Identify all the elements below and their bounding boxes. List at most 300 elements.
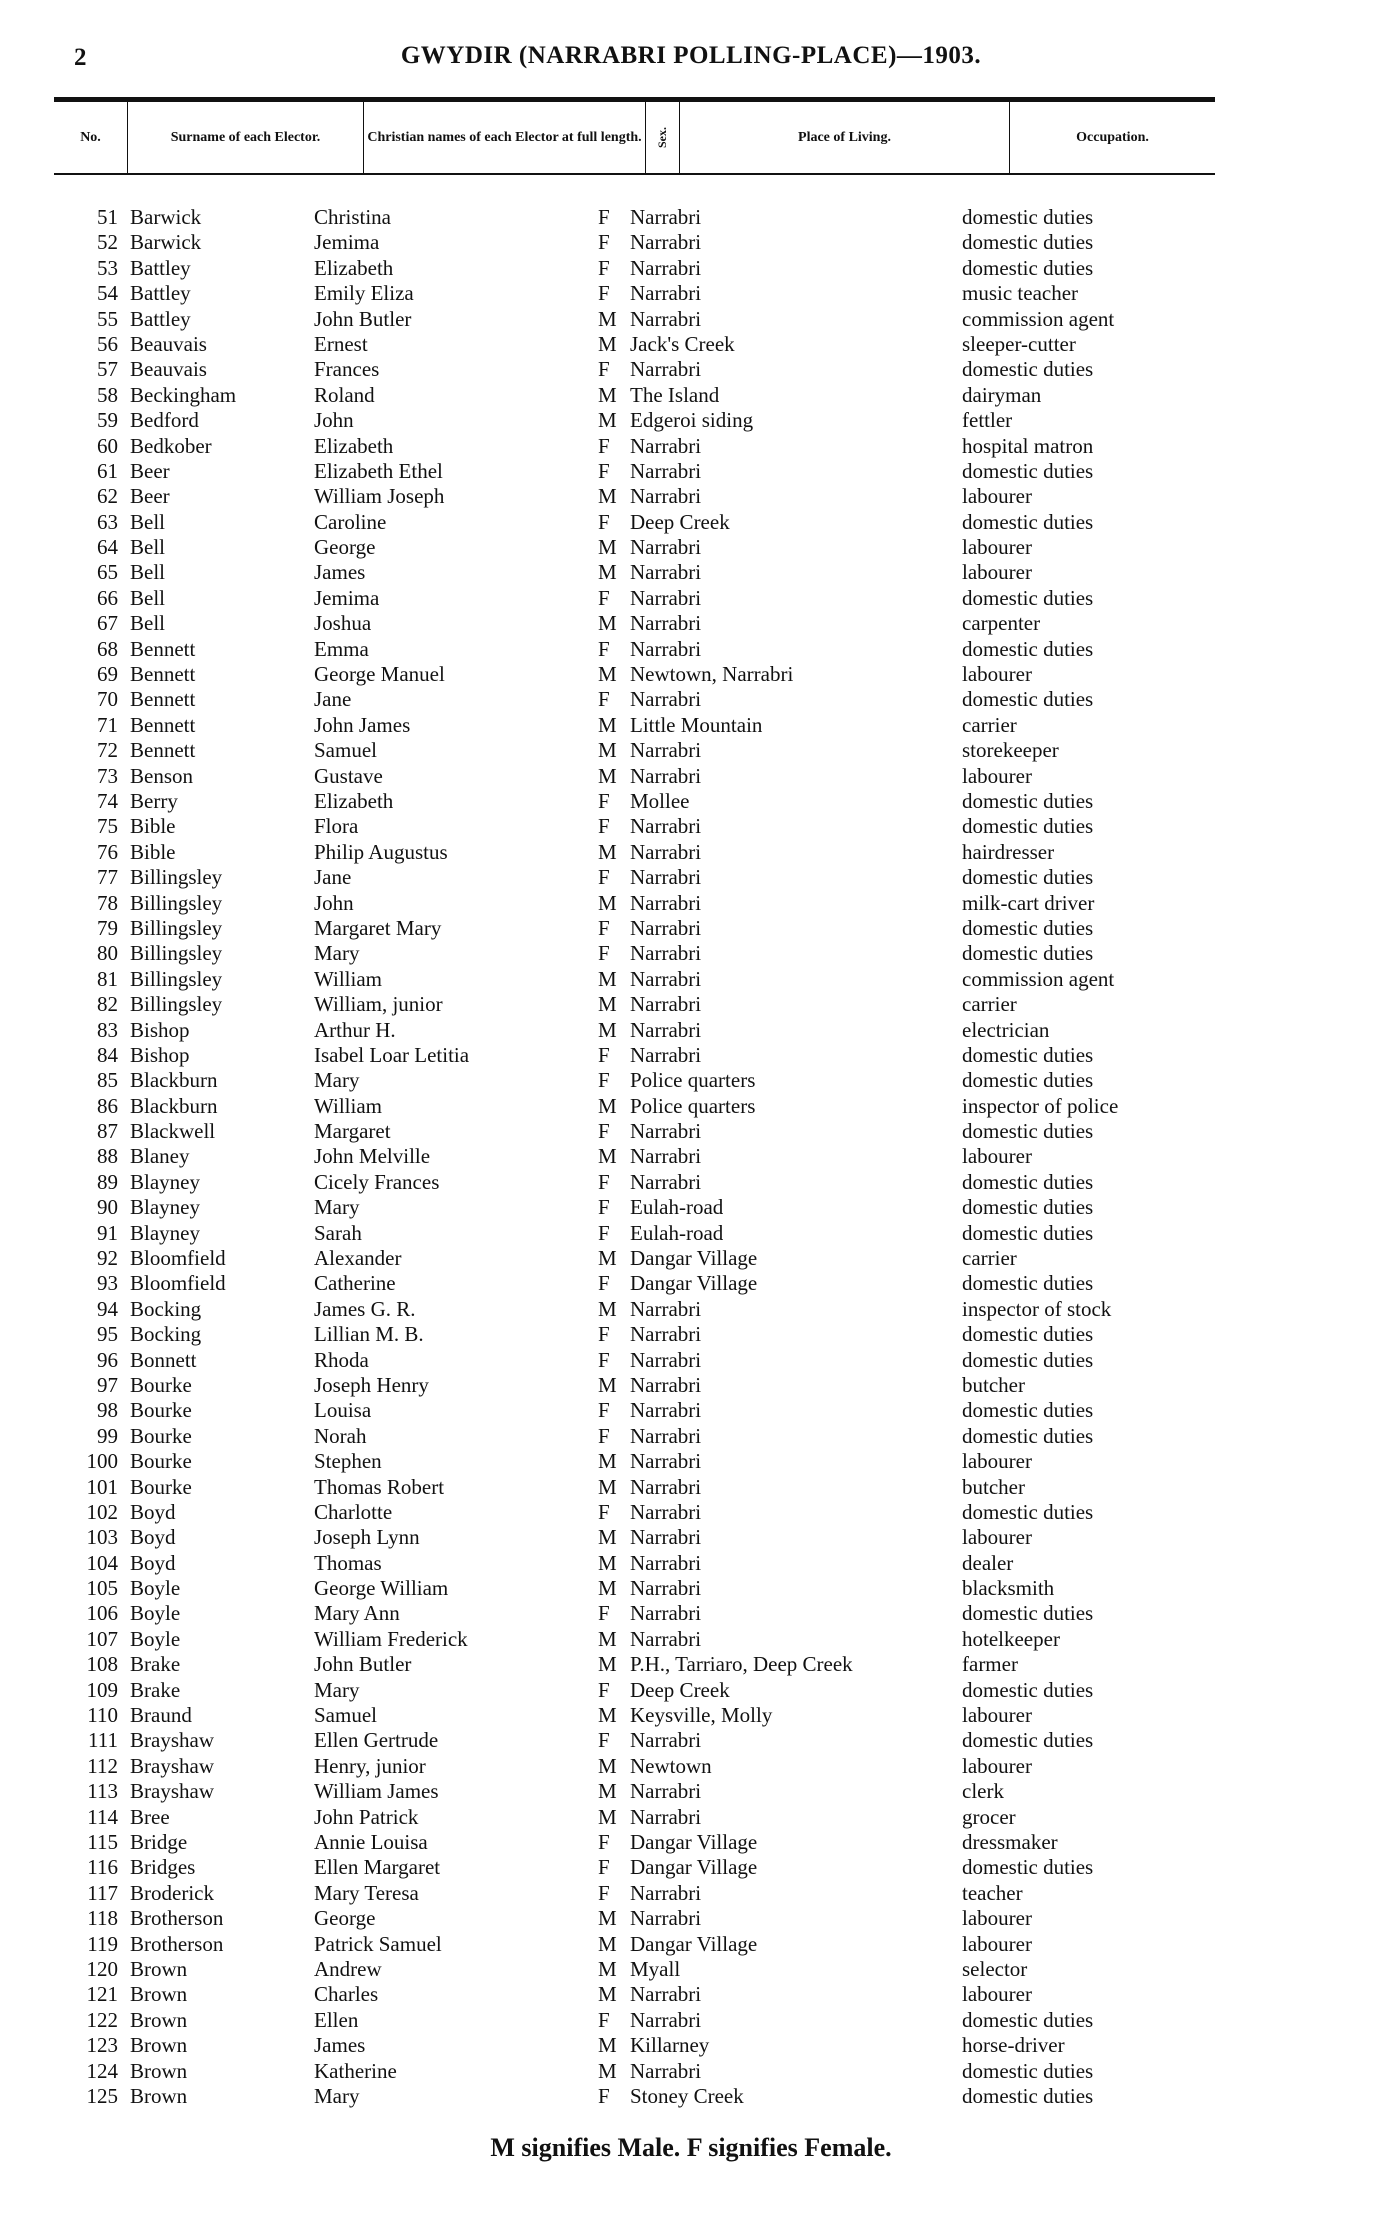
elector-number: 78 <box>97 890 118 915</box>
elector-christian-names: Andrew <box>314 1956 382 1981</box>
elector-number: 99 <box>97 1423 118 1448</box>
elector-christian-names: Elizabeth <box>314 255 394 280</box>
table-row <box>0 1957 1382 1982</box>
elector-sex: M <box>598 331 617 356</box>
elector-number: 118 <box>87 1906 118 1931</box>
elector-surname: Brown <box>130 2083 188 2108</box>
elector-number: 61 <box>97 458 118 483</box>
elector-surname: Brown <box>130 2007 188 2032</box>
elector-surname: Bell <box>130 585 165 610</box>
elector-number: 93 <box>97 1271 118 1296</box>
elector-number: 59 <box>97 408 118 433</box>
elector-number: 101 <box>86 1474 118 1499</box>
elector-sex: M <box>598 1449 617 1474</box>
elector-christian-names: Stephen <box>314 1449 382 1474</box>
elector-place: Narrabri <box>630 357 702 382</box>
elector-number: 102 <box>86 1499 118 1524</box>
elector-number: 56 <box>97 331 118 356</box>
table-row <box>0 764 1382 789</box>
elector-number: 86 <box>97 1093 118 1118</box>
table-row <box>0 1982 1382 2007</box>
elector-occupation: farmer <box>962 1652 1018 1677</box>
elector-sex: M <box>598 484 617 509</box>
elector-place: Narrabri <box>630 839 702 864</box>
elector-occupation: domestic duties <box>962 915 1094 940</box>
elector-place: Narrabri <box>630 205 702 229</box>
elector-place: Narrabri <box>630 1779 702 1804</box>
elector-occupation: domestic duties <box>962 636 1094 661</box>
elector-number: 80 <box>97 941 118 966</box>
header-occupation: Occupation. <box>1076 130 1149 145</box>
elector-number: 97 <box>97 1372 118 1397</box>
elector-occupation: commission agent <box>962 966 1115 991</box>
elector-occupation: domestic duties <box>962 1195 1094 1220</box>
table-row <box>0 1881 1382 1906</box>
elector-surname: Barwick <box>130 230 202 255</box>
elector-place: Narrabri <box>630 1906 702 1931</box>
elector-sex: M <box>598 560 617 585</box>
table-row <box>0 1754 1382 1779</box>
elector-surname: Billingsley <box>130 992 223 1017</box>
elector-occupation: sleeper-cutter <box>962 331 1076 356</box>
elector-number: 107 <box>86 1626 118 1651</box>
elector-place: Dangar Village <box>630 1246 758 1271</box>
elector-sex: F <box>598 2007 610 2032</box>
elector-christian-names: Jemima <box>314 230 380 255</box>
elector-christian-names: Charlotte <box>314 1499 393 1524</box>
elector-sex: F <box>598 281 610 306</box>
table-row <box>0 1424 1382 1449</box>
elector-surname: Braund <box>130 1703 192 1728</box>
elector-surname: Bourke <box>130 1372 192 1397</box>
elector-place: Narrabri <box>630 1804 702 1829</box>
table-row <box>0 687 1382 712</box>
elector-occupation: domestic duties <box>962 1499 1094 1524</box>
elector-christian-names: John Butler <box>314 306 412 331</box>
header-surname: Surname of each Elector. <box>128 102 364 173</box>
elector-occupation: domestic duties <box>962 1322 1094 1347</box>
table-row <box>0 738 1382 763</box>
table-row <box>0 967 1382 992</box>
elector-place: Eulah-road <box>630 1195 724 1220</box>
elector-occupation: domestic duties <box>962 458 1094 483</box>
elector-occupation: teacher <box>962 1880 1023 1905</box>
elector-sex: M <box>598 1246 617 1271</box>
elector-christian-names: Margaret <box>314 1119 391 1144</box>
header-sex <box>646 102 680 173</box>
elector-place: Narrabri <box>630 1576 702 1601</box>
elector-christian-names: Rhoda <box>314 1347 369 1372</box>
elector-sex: M <box>598 1525 617 1550</box>
elector-occupation: blacksmith <box>962 1576 1055 1601</box>
elector-place: Narrabri <box>630 1042 702 1067</box>
elector-sex: M <box>598 992 617 1017</box>
elector-number: 65 <box>97 560 118 585</box>
elector-surname: Benson <box>130 763 193 788</box>
table-row <box>0 1906 1382 1931</box>
elector-number: 113 <box>87 1779 118 1804</box>
table-row <box>0 434 1382 459</box>
elector-place: Narrabri <box>630 1144 702 1169</box>
table-row <box>0 1271 1382 1296</box>
elector-surname: Brayshaw <box>130 1728 214 1753</box>
elector-surname: Berry <box>130 788 178 813</box>
elector-sex: F <box>598 1423 610 1448</box>
elector-number: 104 <box>86 1550 118 1575</box>
elector-surname: Boyd <box>130 1499 176 1524</box>
elector-sex: F <box>598 1042 610 1067</box>
elector-place: Deep Creek <box>630 509 730 534</box>
elector-surname: Blayney <box>130 1169 200 1194</box>
elector-christian-names: Samuel <box>314 1703 377 1728</box>
elector-christian-names: Joshua <box>314 611 372 636</box>
elector-number: 125 <box>86 2083 118 2108</box>
elector-sex: F <box>598 1830 610 1854</box>
elector-surname: Battley <box>130 306 191 331</box>
elector-surname: Bridges <box>130 1855 196 1880</box>
elector-occupation: domestic duties <box>962 1677 1094 1702</box>
elector-place: Narrabri <box>630 1550 702 1575</box>
elector-number: 108 <box>86 1652 118 1677</box>
elector-sex: M <box>598 1093 617 1118</box>
elector-surname: Blackwell <box>130 1119 216 1144</box>
elector-surname: Bloomfield <box>130 1246 226 1271</box>
elector-number: 82 <box>97 992 118 1017</box>
table-row <box>0 865 1382 890</box>
elector-surname: Brown <box>130 1982 188 2007</box>
elector-number: 119 <box>87 1931 118 1956</box>
elector-surname: Brayshaw <box>130 1779 214 1804</box>
table-row <box>0 992 1382 1017</box>
elector-place: Narrabri <box>630 585 702 610</box>
elector-surname: Bell <box>130 611 165 636</box>
elector-occupation: labourer <box>962 1753 1032 1778</box>
elector-occupation: domestic duties <box>962 585 1094 610</box>
table-row <box>0 1195 1382 1220</box>
elector-occupation: domestic duties <box>962 1271 1094 1296</box>
elector-surname: Beauvais <box>130 357 207 382</box>
table-row <box>0 814 1382 839</box>
elector-surname: Bourke <box>130 1474 192 1499</box>
elector-christian-names: John <box>314 890 354 915</box>
elector-christian-names: John Butler <box>314 1652 412 1677</box>
elector-occupation: carrier <box>962 992 1017 1017</box>
elector-sex: M <box>598 408 617 433</box>
table-row <box>0 1221 1382 1246</box>
elector-christian-names: Thomas Robert <box>314 1474 445 1499</box>
elector-occupation: domestic duties <box>962 1601 1094 1626</box>
elector-sex: M <box>598 1753 617 1778</box>
elector-christian-names: Gustave <box>314 763 383 788</box>
header-christian-names: Christian names of each Elector at full length. <box>364 102 646 173</box>
elector-sex: F <box>598 458 610 483</box>
table-row <box>0 2008 1382 2033</box>
elector-christian-names: George <box>314 1906 376 1931</box>
table-row <box>0 1805 1382 1830</box>
table-row <box>0 1094 1382 1119</box>
elector-occupation: fettler <box>962 408 1013 433</box>
elector-number: 57 <box>97 357 118 382</box>
table-row <box>0 560 1382 585</box>
table-row <box>0 459 1382 484</box>
elector-number: 64 <box>97 535 118 560</box>
elector-number: 62 <box>97 484 118 509</box>
elector-place: Narrabri <box>630 560 702 585</box>
elector-number: 70 <box>97 687 118 712</box>
elector-christian-names: Flora <box>314 814 359 839</box>
elector-number: 115 <box>87 1830 118 1854</box>
elector-occupation: butcher <box>962 1372 1025 1397</box>
elector-christian-names: Joseph Henry <box>314 1372 429 1397</box>
elector-christian-names: Ellen <box>314 2007 359 2032</box>
elector-occupation: clerk <box>962 1779 1004 1804</box>
elector-sex: M <box>598 966 617 991</box>
elector-surname: Bourke <box>130 1423 192 1448</box>
table-row <box>0 510 1382 535</box>
elector-sex: F <box>598 1220 610 1245</box>
elector-place: Narrabri <box>630 2007 702 2032</box>
elector-occupation: butcher <box>962 1474 1025 1499</box>
elector-surname: Bell <box>130 535 165 560</box>
elector-christian-names: William <box>314 1093 382 1118</box>
elector-occupation: hairdresser <box>962 839 1055 864</box>
table-row <box>0 484 1382 509</box>
elector-sex: F <box>598 1271 610 1296</box>
elector-occupation: domestic duties <box>962 1220 1094 1245</box>
elector-sex: F <box>598 865 610 890</box>
elector-occupation: domestic duties <box>962 1728 1094 1753</box>
elector-place: Dangar Village <box>630 1931 758 1956</box>
elector-number: 53 <box>97 255 118 280</box>
elector-sex: F <box>598 1195 610 1220</box>
elector-surname: Bennett <box>130 687 196 712</box>
elector-number: 122 <box>86 2007 118 2032</box>
page-number: 2 <box>74 44 87 71</box>
elector-sex: F <box>598 915 610 940</box>
elector-sex: M <box>598 1779 617 1804</box>
elector-number: 105 <box>86 1576 118 1601</box>
elector-number: 117 <box>87 1880 118 1905</box>
elector-place: Narrabri <box>630 1499 702 1524</box>
elector-number: 114 <box>87 1804 118 1829</box>
elector-surname: Billingsley <box>130 915 223 940</box>
elector-occupation: domestic duties <box>962 230 1094 255</box>
elector-occupation: grocer <box>962 1804 1016 1829</box>
table-row <box>0 1246 1382 1271</box>
elector-christian-names: Arthur H. <box>314 1017 396 1042</box>
elector-christian-names: George William <box>314 1576 449 1601</box>
table-row <box>0 611 1382 636</box>
elector-christian-names: Norah <box>314 1423 367 1448</box>
elector-sex: F <box>598 205 610 229</box>
elector-number: 91 <box>97 1220 118 1245</box>
table-row <box>0 205 1382 230</box>
elector-number: 54 <box>97 281 118 306</box>
elector-christian-names: Alexander <box>314 1246 402 1271</box>
elector-surname: Bocking <box>130 1322 202 1347</box>
elector-occupation: inspector of stock <box>962 1296 1112 1321</box>
elector-christian-names: Henry, junior <box>314 1753 426 1778</box>
elector-surname: Blayney <box>130 1195 200 1220</box>
elector-place: Narrabri <box>630 636 702 661</box>
table-row <box>0 637 1382 662</box>
elector-christian-names: Mary <box>314 941 360 966</box>
elector-place: Narrabri <box>630 941 702 966</box>
elector-sex: F <box>598 585 610 610</box>
table-row <box>0 408 1382 433</box>
elector-sex: M <box>598 890 617 915</box>
elector-number: 81 <box>97 966 118 991</box>
elector-sex: M <box>598 1626 617 1651</box>
elector-occupation: labourer <box>962 763 1032 788</box>
elector-occupation: domestic duties <box>962 357 1094 382</box>
table-row <box>0 1170 1382 1195</box>
table-row <box>0 1500 1382 1525</box>
page-title: GWYDIR (NARRABRI POLLING-PLACE)—1903. <box>400 42 982 69</box>
elector-place: Narrabri <box>630 1982 702 2007</box>
table-row <box>0 1449 1382 1474</box>
elector-christian-names: Patrick Samuel <box>314 1931 442 1956</box>
elector-number: 68 <box>97 636 118 661</box>
table-row <box>0 535 1382 560</box>
elector-sex: F <box>598 687 610 712</box>
elector-place: Mollee <box>630 788 690 813</box>
elector-sex: M <box>598 662 617 687</box>
elector-christian-names: William, junior <box>314 992 443 1017</box>
elector-christian-names: Annie Louisa <box>314 1830 428 1854</box>
elector-sex: F <box>598 1119 610 1144</box>
elector-christian-names: Thomas <box>314 1550 382 1575</box>
elector-sex: M <box>598 1550 617 1575</box>
elector-surname: Billingsley <box>130 966 223 991</box>
elector-place: Narrabri <box>630 255 702 280</box>
elector-occupation: domestic duties <box>962 1347 1094 1372</box>
elector-surname: Battley <box>130 255 191 280</box>
elector-surname: Bishop <box>130 1017 190 1042</box>
table-row <box>0 1043 1382 1068</box>
elector-sex: F <box>598 509 610 534</box>
elector-occupation: domestic duties <box>962 2007 1094 2032</box>
elector-surname: Bennett <box>130 636 196 661</box>
elector-sex: F <box>598 1347 610 1372</box>
elector-occupation: domestic duties <box>962 788 1094 813</box>
elector-place: Jack's Creek <box>630 331 735 356</box>
elector-christian-names: Louisa <box>314 1398 372 1423</box>
elector-christian-names: Mary <box>314 1195 360 1220</box>
elector-surname: Bennett <box>130 712 196 737</box>
elector-list <box>0 205 1382 2109</box>
elector-surname: Bell <box>130 509 165 534</box>
elector-place: Killarney <box>630 2033 710 2058</box>
elector-place: Little Mountain <box>630 712 763 737</box>
elector-sex: F <box>598 1499 610 1524</box>
elector-number: 55 <box>97 306 118 331</box>
elector-number: 85 <box>97 1068 118 1093</box>
table-row <box>0 2033 1382 2058</box>
elector-sex: M <box>598 1804 617 1829</box>
table-row <box>0 1576 1382 1601</box>
elector-place: Edgeroi siding <box>630 408 754 433</box>
elector-christian-names: Katherine <box>314 2058 397 2083</box>
elector-christian-names: Elizabeth Ethel <box>314 458 443 483</box>
elector-surname: Bourke <box>130 1398 192 1423</box>
elector-occupation: electrician <box>962 1017 1050 1042</box>
elector-place: Keysville, Molly <box>630 1703 773 1728</box>
elector-sex: F <box>598 2083 610 2108</box>
elector-surname: Bible <box>130 839 176 864</box>
elector-sex: F <box>598 814 610 839</box>
table-row <box>0 1373 1382 1398</box>
elector-surname: Bedford <box>130 408 199 433</box>
elector-occupation: domestic duties <box>962 1042 1094 1067</box>
elector-sex: M <box>598 1703 617 1728</box>
elector-number: 69 <box>97 662 118 687</box>
elector-place: Narrabri <box>630 1423 702 1448</box>
table-row <box>0 1601 1382 1626</box>
elector-surname: Bourke <box>130 1449 192 1474</box>
elector-place: Narrabri <box>630 890 702 915</box>
elector-surname: Brown <box>130 2058 188 2083</box>
elector-number: 110 <box>87 1703 118 1728</box>
elector-sex: F <box>598 1398 610 1423</box>
elector-place: Narrabri <box>630 915 702 940</box>
elector-occupation: carpenter <box>962 611 1041 636</box>
elector-christian-names: Ellen Gertrude <box>314 1728 439 1753</box>
table-row <box>0 1348 1382 1373</box>
table-row <box>0 1551 1382 1576</box>
elector-sex: F <box>598 230 610 255</box>
elector-number: 98 <box>97 1398 118 1423</box>
elector-occupation: labourer <box>962 560 1032 585</box>
elector-christian-names: Elizabeth <box>314 788 394 813</box>
elector-surname: Bennett <box>130 662 196 687</box>
elector-place: Narrabri <box>630 1449 702 1474</box>
table-row <box>0 840 1382 865</box>
elector-sex: F <box>598 433 610 458</box>
elector-christian-names: Philip Augustus <box>314 839 448 864</box>
elector-christian-names: Jane <box>314 687 352 712</box>
elector-place: Narrabri <box>630 1322 702 1347</box>
elector-occupation: labourer <box>962 1982 1032 2007</box>
elector-surname: Bishop <box>130 1042 190 1067</box>
elector-sex: F <box>598 1068 610 1093</box>
elector-number: 67 <box>97 611 118 636</box>
elector-christian-names: Samuel <box>314 738 377 763</box>
table-row <box>0 1018 1382 1043</box>
elector-place: Narrabri <box>630 814 702 839</box>
elector-place: Narrabri <box>630 535 702 560</box>
elector-sex: F <box>598 357 610 382</box>
elector-place: Narrabri <box>630 281 702 306</box>
elector-christian-names: Elizabeth <box>314 433 394 458</box>
elector-surname: Bell <box>130 560 165 585</box>
elector-occupation: carrier <box>962 1246 1017 1271</box>
elector-christian-names: Isabel Loar Letitia <box>314 1042 470 1067</box>
elector-occupation: inspector of police <box>962 1093 1119 1118</box>
elector-sex: M <box>598 712 617 737</box>
elector-surname: Blayney <box>130 1220 200 1245</box>
elector-sex: F <box>598 636 610 661</box>
table-row <box>0 1144 1382 1169</box>
elector-number: 94 <box>97 1296 118 1321</box>
header-sex-label: Sex. <box>655 127 669 148</box>
elector-occupation: dairyman <box>962 382 1042 407</box>
elector-occupation: domestic duties <box>962 941 1094 966</box>
table-row <box>0 1475 1382 1500</box>
elector-number: 112 <box>87 1753 118 1778</box>
elector-sex: M <box>598 2058 617 2083</box>
table-row <box>0 281 1382 306</box>
